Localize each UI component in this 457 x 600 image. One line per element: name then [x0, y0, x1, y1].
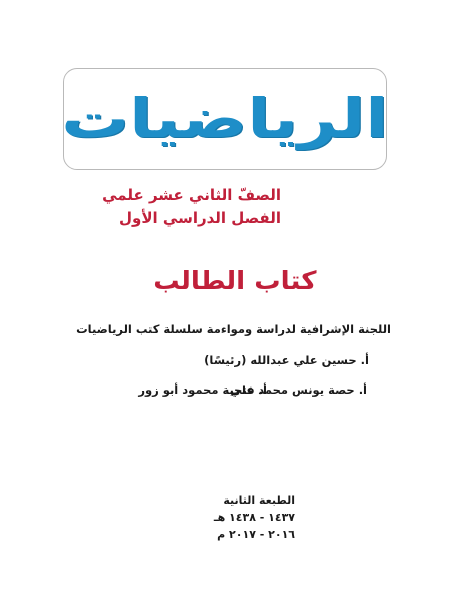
committee-member-1: أ. حصة يونس محمد علي [230, 383, 367, 397]
committee-member-2: أ. فتحية محمود أبو زور [138, 383, 267, 397]
committee-head: أ. حسين علي عبدالله (رئيسًا) [204, 353, 369, 367]
edition-hijri-year: ١٤٣٧ - ١٤٣٨ هـ [213, 511, 295, 524]
grade-label: الصفّ الثاني عشر علمي [102, 186, 281, 204]
semester-label: الفصل الدراسي الأول [119, 209, 281, 227]
book-type-title: كتاب الطالب [153, 266, 317, 295]
edition-label: الطبعة الثانية [223, 494, 295, 507]
committee-heading: اللجنة الإشرافية لدراسة ومواءمة سلسلة كتب الرياضيات [76, 322, 391, 336]
edition-gregorian-year: ٢٠١٦ - ٢٠١٧ م [217, 528, 295, 541]
title-box [63, 68, 387, 170]
subject-title: الرياضيات [61, 87, 389, 150]
